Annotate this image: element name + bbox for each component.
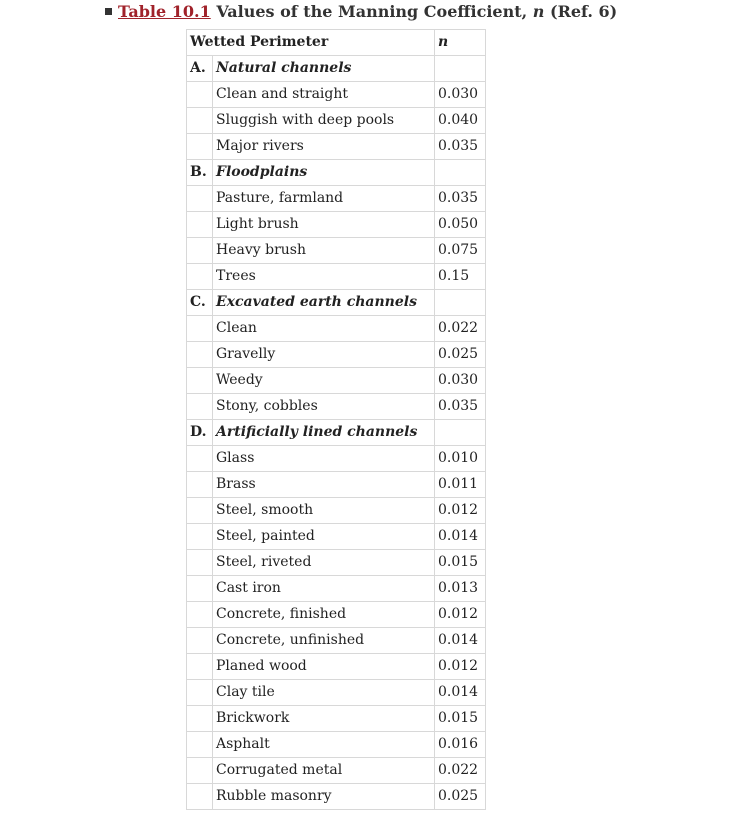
table-row: [187, 628, 486, 654]
row-label: Light brush: [213, 212, 435, 238]
table-row: [187, 784, 486, 810]
row-n-value: 0.012: [435, 602, 486, 628]
caption-n-symbol: n: [532, 2, 545, 21]
row-label: Pasture, farmland: [213, 186, 435, 212]
indent-cell: [187, 134, 213, 160]
indent-cell: [187, 784, 213, 810]
section-letter: B.: [187, 160, 213, 186]
table-row: [187, 134, 486, 160]
table-row: [187, 446, 486, 472]
indent-cell: [187, 498, 213, 524]
row-label: Concrete, unfinished: [213, 628, 435, 654]
section-header-row: [187, 56, 486, 82]
row-n-value: 0.013: [435, 576, 486, 602]
row-label: Concrete, finished: [213, 602, 435, 628]
section-letter: C.: [187, 290, 213, 316]
indent-cell: [187, 758, 213, 784]
row-n-value: 0.030: [435, 368, 486, 394]
table-row: [187, 524, 486, 550]
row-n-value: 0.15: [435, 264, 486, 290]
row-label: Heavy brush: [213, 238, 435, 264]
row-n-value: 0.040: [435, 108, 486, 134]
indent-cell: [187, 212, 213, 238]
table-row: [187, 82, 486, 108]
section-empty-cell: [435, 290, 486, 316]
row-label: Brickwork: [213, 706, 435, 732]
indent-cell: [187, 732, 213, 758]
row-label: Clay tile: [213, 680, 435, 706]
table-row: [187, 186, 486, 212]
row-label: Clean: [213, 316, 435, 342]
section-title: Floodplains: [213, 160, 435, 186]
row-label: Glass: [213, 446, 435, 472]
indent-cell: [187, 316, 213, 342]
row-n-value: 0.014: [435, 628, 486, 654]
table-row: [187, 316, 486, 342]
section-title: Artificially lined channels: [213, 420, 435, 446]
row-label: Gravelly: [213, 342, 435, 368]
section-header-row: [187, 290, 486, 316]
table-number-link[interactable]: Table 10.1: [118, 2, 211, 21]
table-row: [187, 368, 486, 394]
table-row: [187, 498, 486, 524]
row-n-value: 0.025: [435, 784, 486, 810]
row-n-value: 0.016: [435, 732, 486, 758]
table-row: [187, 706, 486, 732]
row-label: Sluggish with deep pools: [213, 108, 435, 134]
indent-cell: [187, 342, 213, 368]
section-letter: D.: [187, 420, 213, 446]
row-n-value: 0.022: [435, 316, 486, 342]
table-header-row: [187, 30, 486, 56]
indent-cell: [187, 446, 213, 472]
section-letter: A.: [187, 56, 213, 82]
section-empty-cell: [435, 420, 486, 446]
row-label: Steel, painted: [213, 524, 435, 550]
caption-title: Values of the Manning Coefficient,: [216, 2, 528, 21]
section-empty-cell: [435, 160, 486, 186]
row-n-value: 0.030: [435, 82, 486, 108]
table-row: [187, 654, 486, 680]
table-row: [187, 550, 486, 576]
header-n: n: [435, 30, 486, 56]
row-n-value: 0.012: [435, 498, 486, 524]
section-empty-cell: [435, 56, 486, 82]
section-title: Excavated earth channels: [213, 290, 435, 316]
row-n-value: 0.025: [435, 342, 486, 368]
indent-cell: [187, 186, 213, 212]
indent-cell: [187, 108, 213, 134]
indent-cell: [187, 394, 213, 420]
indent-cell: [187, 576, 213, 602]
row-n-value: 0.014: [435, 524, 486, 550]
row-label: Brass: [213, 472, 435, 498]
table-row: [187, 680, 486, 706]
indent-cell: [187, 82, 213, 108]
row-label: Stony, cobbles: [213, 394, 435, 420]
row-label: Trees: [213, 264, 435, 290]
table-row: [187, 238, 486, 264]
table-row: [187, 602, 486, 628]
row-n-value: 0.050: [435, 212, 486, 238]
row-label: Cast iron: [213, 576, 435, 602]
table-row: [187, 732, 486, 758]
table-row: [187, 472, 486, 498]
row-n-value: 0.014: [435, 680, 486, 706]
row-label: Corrugated metal: [213, 758, 435, 784]
table-row: [187, 758, 486, 784]
row-n-value: 0.015: [435, 706, 486, 732]
row-n-value: 0.012: [435, 654, 486, 680]
row-n-value: 0.011: [435, 472, 486, 498]
indent-cell: [187, 264, 213, 290]
indent-cell: [187, 628, 213, 654]
row-label: Steel, smooth: [213, 498, 435, 524]
table-row: [187, 108, 486, 134]
section-title: Natural channels: [213, 56, 435, 82]
row-n-value: 0.035: [435, 134, 486, 160]
row-n-value: 0.035: [435, 186, 486, 212]
caption-reference: (Ref. 6): [550, 2, 618, 21]
table-caption: [105, 2, 617, 22]
row-n-value: 0.010: [435, 446, 486, 472]
row-label: Weedy: [213, 368, 435, 394]
row-label: Asphalt: [213, 732, 435, 758]
indent-cell: [187, 654, 213, 680]
section-header-row: [187, 160, 486, 186]
header-wetted-perimeter: Wetted Perimeter: [187, 30, 435, 56]
row-n-value: 0.035: [435, 394, 486, 420]
table-row: [187, 576, 486, 602]
row-n-value: 0.022: [435, 758, 486, 784]
indent-cell: [187, 602, 213, 628]
row-label: Planed wood: [213, 654, 435, 680]
manning-coefficient-table: [186, 29, 486, 810]
bullet-square-icon: [105, 8, 112, 15]
row-n-value: 0.075: [435, 238, 486, 264]
table-row: [187, 264, 486, 290]
row-label: Rubble masonry: [213, 784, 435, 810]
table-body: [187, 56, 486, 810]
table-row: [187, 394, 486, 420]
indent-cell: [187, 238, 213, 264]
row-label: Clean and straight: [213, 82, 435, 108]
section-header-row: [187, 420, 486, 446]
table-row: [187, 212, 486, 238]
indent-cell: [187, 550, 213, 576]
indent-cell: [187, 368, 213, 394]
row-n-value: 0.015: [435, 550, 486, 576]
indent-cell: [187, 524, 213, 550]
row-label: Steel, riveted: [213, 550, 435, 576]
table-row: [187, 342, 486, 368]
row-label: Major rivers: [213, 134, 435, 160]
indent-cell: [187, 472, 213, 498]
indent-cell: [187, 680, 213, 706]
indent-cell: [187, 706, 213, 732]
